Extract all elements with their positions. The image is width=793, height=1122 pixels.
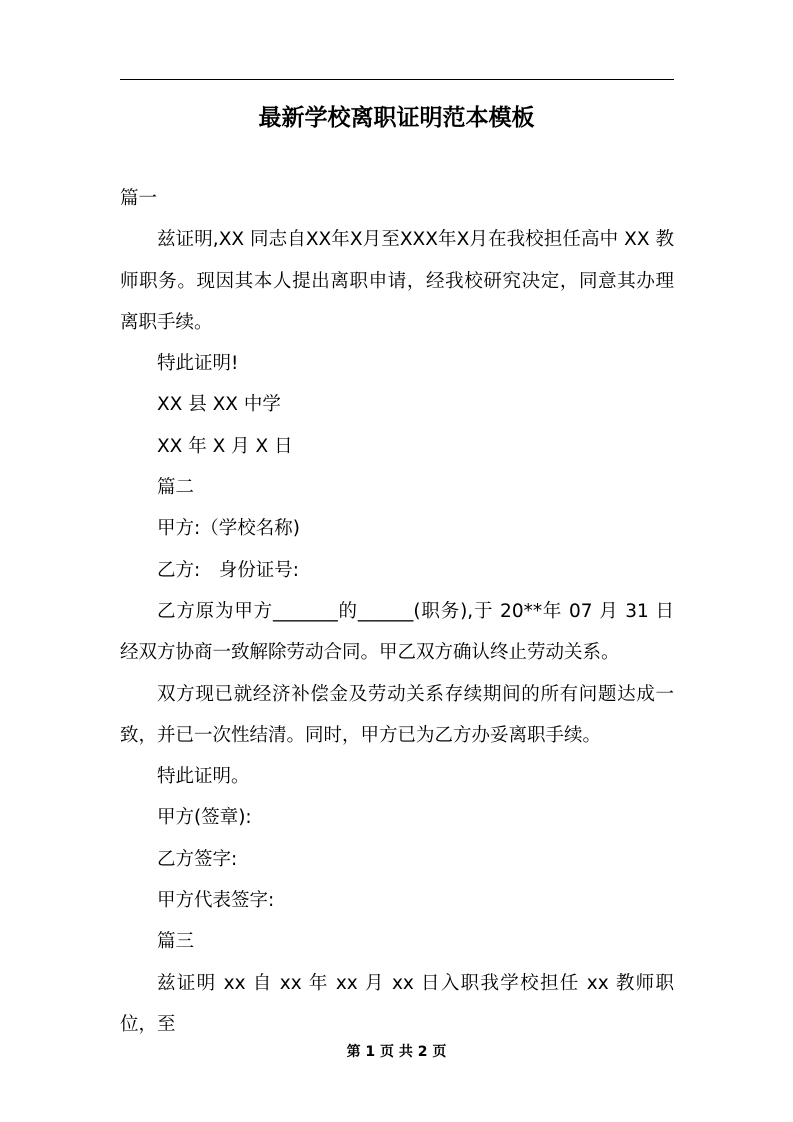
issue-date: XX 年 X 月 X 日 xyxy=(157,435,293,457)
closing-statement: 特此证明! xyxy=(157,353,239,375)
party-a-line: 甲方:（学校名称) xyxy=(157,518,300,540)
paragraph-termination: 乙方原为甲方_______的______(职务),于 20**年 07 月 31 日经双方协商一致解除劳动合同。甲乙双方确认终止劳动关系。 xyxy=(120,600,674,664)
header-rule xyxy=(120,79,674,80)
party-a-seal-line: 甲方(签章): xyxy=(157,807,252,829)
paragraph-settlement: 双方现已就经济补偿金及劳动关系存续期间的所有问题达成一致，并已一次性结清。同时，甲方已为乙方办妥离职手续。 xyxy=(120,683,674,746)
page-footer: 第 1 页 共 2 页 xyxy=(346,1044,447,1060)
section-heading-1: 篇一 xyxy=(120,188,158,209)
section-heading-3: 篇三 xyxy=(157,931,195,953)
paragraph-employment: 兹证明 xx 自 xx 年 xx 月 xx 日入职我学校担任 xx 教师职位，至 xyxy=(120,972,674,1035)
issuer-name: XX 县 XX 中学 xyxy=(157,394,281,416)
party-b-signature-line: 乙方签字: xyxy=(157,848,238,870)
document-body xyxy=(120,178,674,1045)
closing-statement-2: 特此证明。 xyxy=(157,766,250,788)
party-a-representative-line: 甲方代表签字: xyxy=(157,890,275,912)
paragraph-certification: 兹证明,XX 同志自XX年X月至XXX年X月在我校担任高中 XX 教师职务。现因其本人提出离职申请，经我校研究决定，同意其办理离职手续。 xyxy=(120,229,674,333)
section-heading-2: 篇二 xyxy=(157,477,195,499)
document-title: 最新学校离职证明范本模板 xyxy=(258,105,535,131)
party-b-line: 乙方: 身份证号: xyxy=(157,559,299,581)
